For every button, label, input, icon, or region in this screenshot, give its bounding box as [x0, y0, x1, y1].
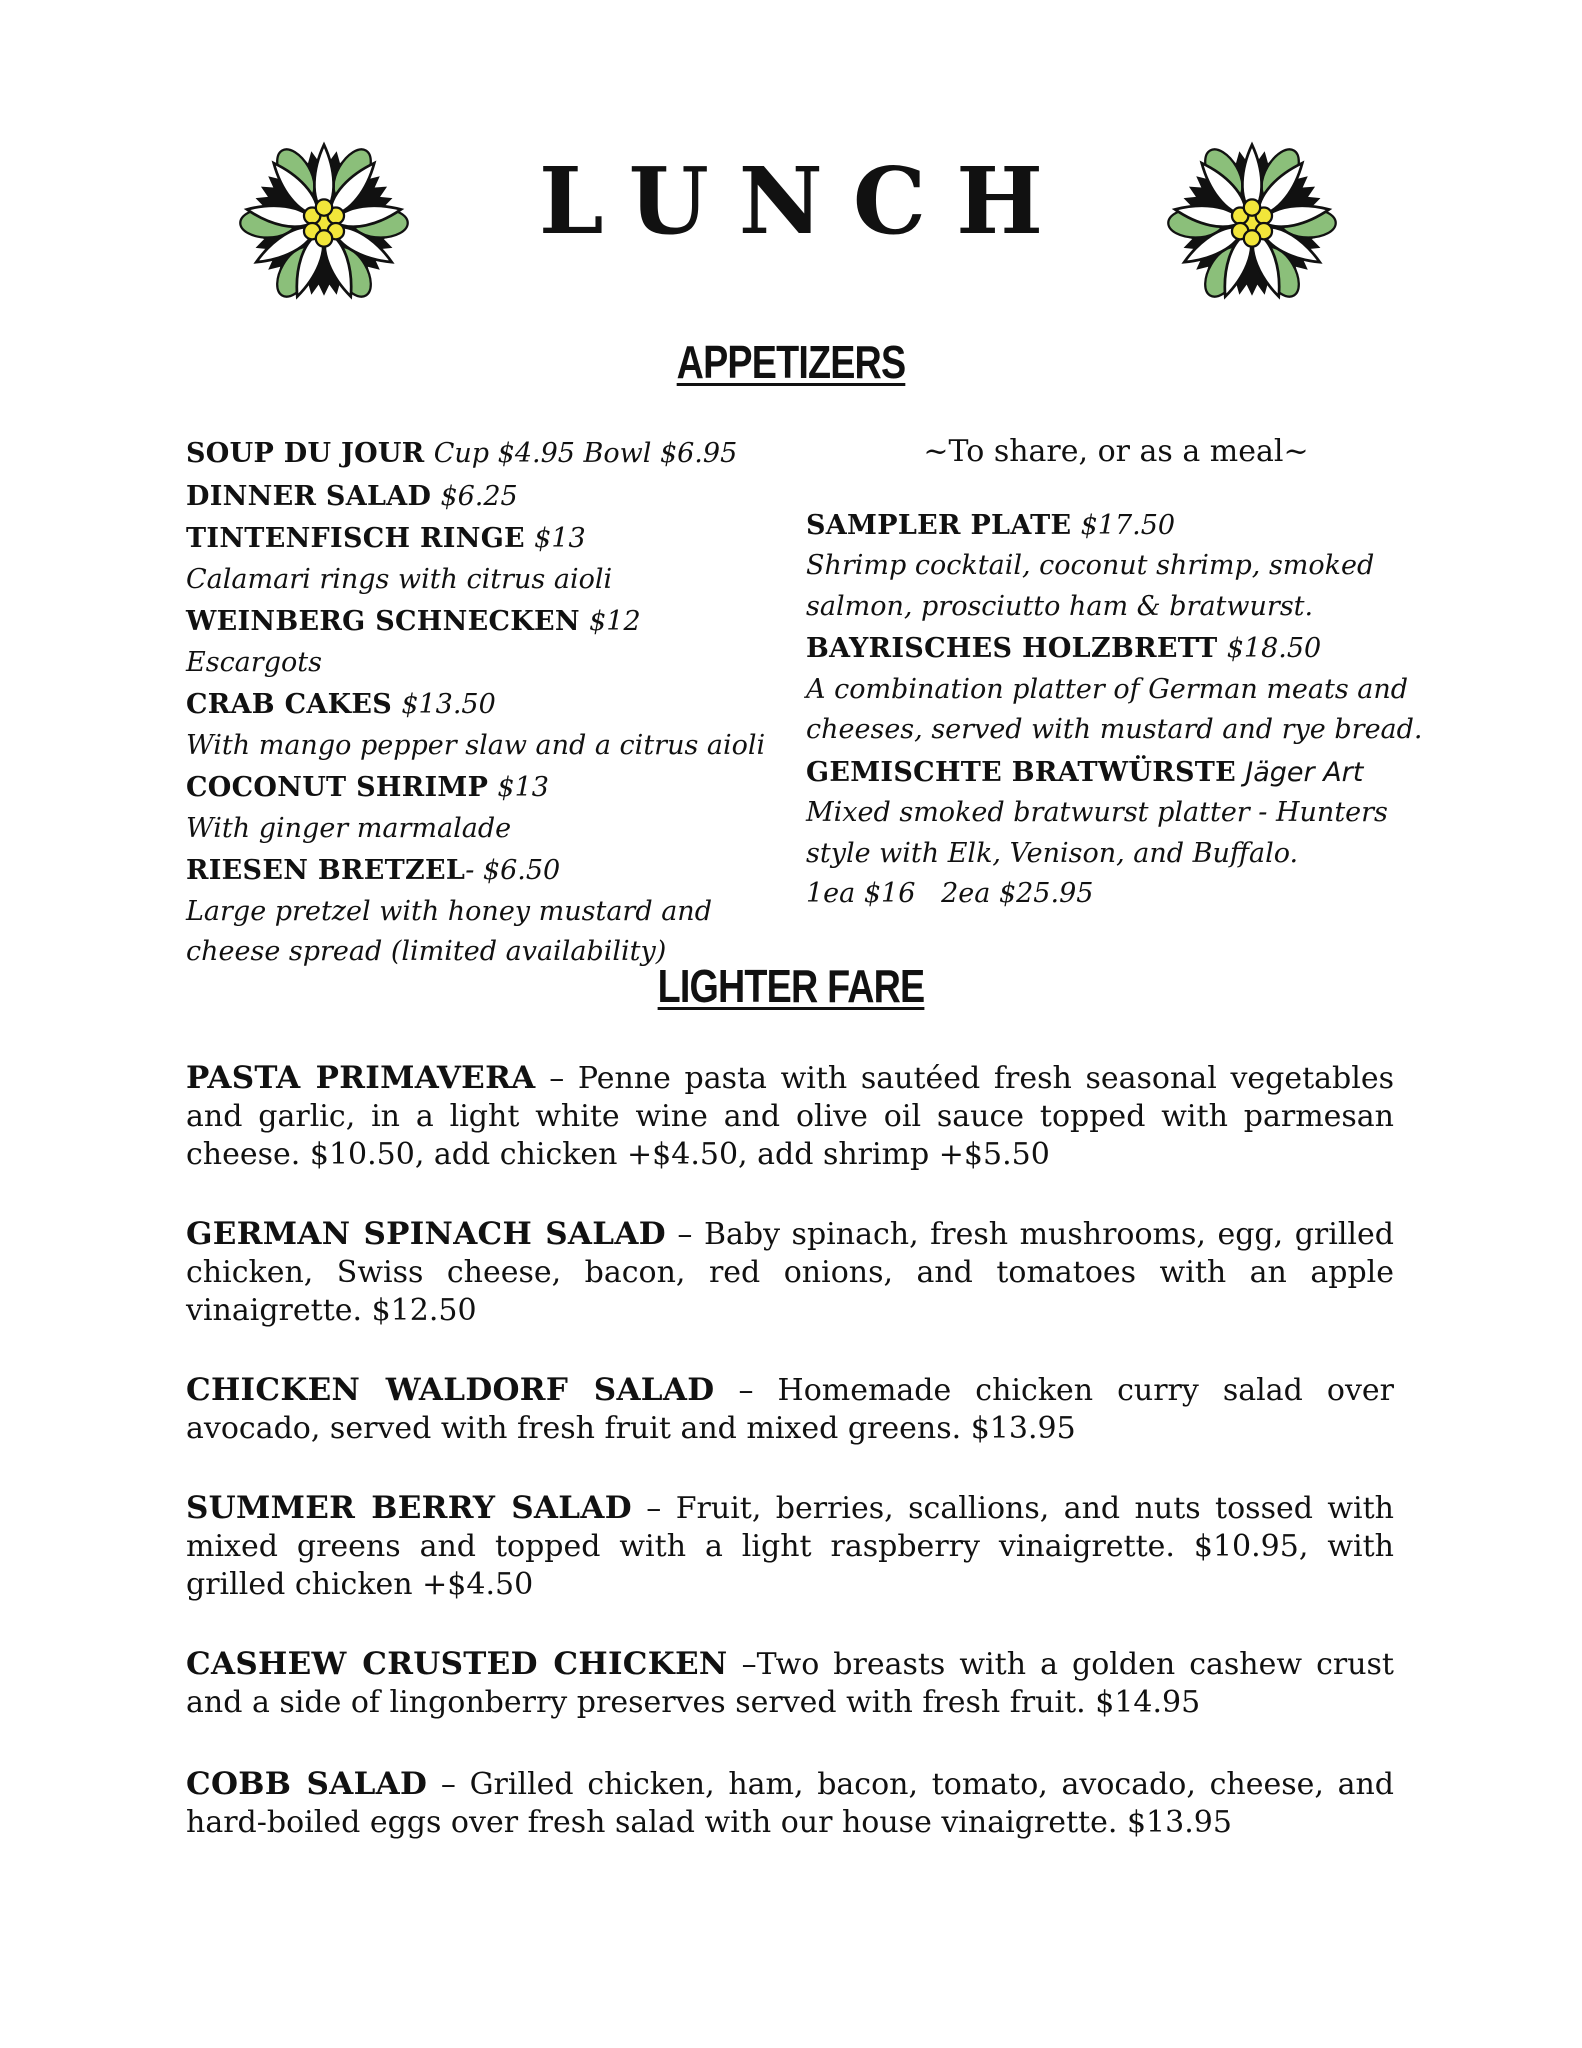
item-price: $17.50: [1080, 509, 1176, 541]
menu-item: [186, 517, 786, 600]
appetizers-heading: APPETIZERS: [676, 336, 906, 388]
item-style: Jäger Art: [1245, 756, 1364, 788]
item-description: Shrimp cocktail, coconut shrimp, smoked salmon, prosciutto ham & bratwurst.: [806, 550, 1375, 622]
item-description: A combination platter of German meats and cheeses, served with mustard and rye bread.: [806, 673, 1423, 745]
menu-item: [186, 766, 786, 849]
item-description: – Homemade chicken curry salad over avocado, served with fresh fruit and mixed greens. $13.95: [186, 1373, 1394, 1446]
item-name: GERMAN SPINACH SALAD: [186, 1216, 666, 1252]
item-name: CASHEW CRUSTED CHICKEN: [186, 1646, 728, 1682]
menu-item: [186, 432, 786, 475]
item-price: - $6.50: [465, 855, 561, 886]
item-description: –Two breasts with a golden cashew crust and a side of lingonberry preserves served with fresh fruit. $14.95: [186, 1647, 1394, 1720]
item-name: WEINBERG SCHNECKEN: [186, 606, 580, 637]
menu-item: [186, 1371, 1394, 1448]
lighter-fare-heading: LIGHTER FARE: [657, 960, 925, 1012]
menu-item: [806, 504, 1426, 628]
item-description: Large pretzel with honey mustard and cheese spread (limited availability): [186, 895, 712, 967]
item-price-options: 1ea $16 2ea $25.95: [806, 878, 1094, 909]
item-price: $13.50: [401, 689, 496, 720]
appetizers-left-column: [186, 432, 786, 973]
menu-item: [186, 683, 786, 766]
item-price: $18.50: [1226, 633, 1322, 664]
item-description: Escargots: [186, 646, 322, 678]
item-description: Mixed smoked bratwurst platter - Hunters style with Elk, Venison, and Buffalo.: [806, 797, 1388, 869]
menu-item: [186, 1765, 1394, 1842]
menu-item: [186, 1059, 1394, 1174]
item-price: $6.25: [440, 480, 518, 512]
item-name: CHICKEN WALDORF SALAD: [186, 1372, 715, 1408]
item-name: GEMISCHTE BRATWÜRSTE: [806, 756, 1237, 788]
item-name: COCONUT SHRIMP: [186, 772, 489, 803]
menu-item: [186, 1489, 1394, 1604]
menu-item: [186, 849, 786, 973]
item-description: With mango pepper slaw and a citrus aioli: [186, 729, 766, 761]
item-name: TINTENFISCH RINGE: [186, 523, 525, 554]
item-name: COBB SALAD: [186, 1766, 428, 1802]
menu-item: [186, 475, 786, 518]
item-name: BAYRISCHES HOLZBRETT: [806, 633, 1218, 664]
item-price: $12: [589, 606, 641, 637]
share-note: ~To share, or as a meal~: [923, 434, 1309, 469]
menu-item: [806, 751, 1426, 915]
item-name: PASTA PRIMAVERA: [186, 1060, 536, 1096]
item-description: – Grilled chicken, ham, bacon, tomato, avocado, cheese, and hard-boiled eggs over fresh salad with our house vinaigrette. $13.95: [186, 1767, 1394, 1840]
menu-item: [806, 627, 1426, 751]
item-description: – Penne pasta with sautéed fresh seasonal vegetables and garlic, in a light white wine and olive oil sauce topped with parmesan cheese. $10.50, add chicken +$4.50, add shrimp +$5.50: [186, 1061, 1395, 1172]
item-price: Cup $4.95 Bowl $6.95: [433, 438, 738, 469]
menu-item: [186, 600, 786, 683]
item-price: $13: [497, 772, 549, 803]
appetizers-right-column: [806, 432, 1426, 915]
item-name: SUMMER BERRY SALAD: [186, 1490, 632, 1526]
menu-item: [186, 1215, 1394, 1330]
item-description: – Fruit, berries, scallions, and nuts tossed with mixed greens and topped with a light raspberry vinaigrette. $10.95, with grilled chicken +$4.50: [186, 1491, 1394, 1602]
item-description: Calamari rings with citrus aioli: [186, 563, 613, 595]
item-name: DINNER SALAD: [186, 480, 432, 512]
item-price: $13: [534, 523, 586, 554]
item-name: RIESEN BRETZEL: [186, 855, 466, 886]
item-description: With ginger marmalade: [186, 812, 512, 844]
item-description: – Baby spinach, fresh mushrooms, egg, grilled chicken, Swiss cheese, bacon, red onions, and tomatoes with an apple vinaigrette. $12.50: [186, 1217, 1394, 1328]
item-name: SAMPLER PLATE: [806, 509, 1072, 541]
page-title: LUNCH: [538, 147, 1074, 255]
menu-item: [186, 1645, 1394, 1722]
item-name: CRAB CAKES: [186, 689, 393, 720]
item-name: SOUP DU JOUR: [186, 438, 425, 469]
edelweiss-icon: [1161, 132, 1343, 314]
